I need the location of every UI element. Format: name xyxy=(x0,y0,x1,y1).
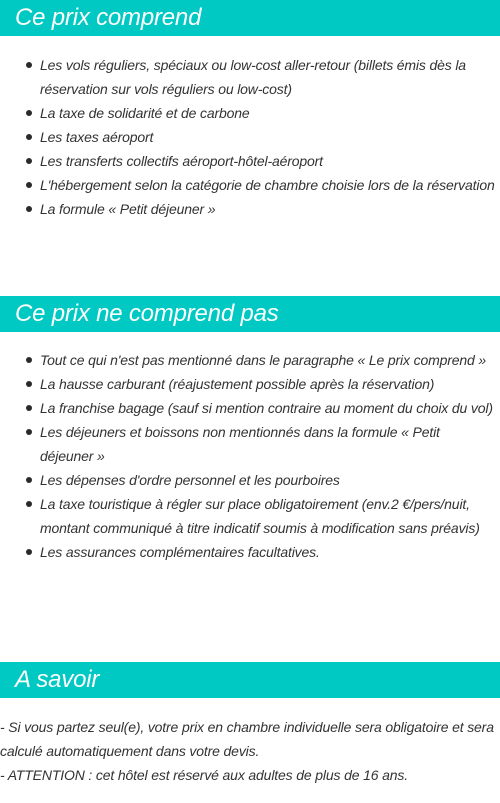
list-item-text: Les assurances complémentaires facultatives. xyxy=(40,544,320,560)
list-item xyxy=(0,372,500,396)
section-title-not-included: Ce prix ne comprend pas xyxy=(0,296,500,332)
list-item-text: La hausse carburant (réajustement possible après la réservation) xyxy=(40,376,435,392)
list-item-text: La franchise bagage (sauf si mention contraire au moment du choix du vol) xyxy=(40,400,493,416)
savoir-paragraph: - ATTENTION : cet hôtel est réservé aux adultes de plus de 16 ans. xyxy=(0,767,408,783)
bullet-icon xyxy=(26,158,32,164)
not-included-list xyxy=(0,348,500,564)
bullet-icon xyxy=(26,62,32,68)
section-title-savoir: A savoir xyxy=(0,662,500,698)
list-item-text: La taxe de solidarité et de carbone xyxy=(40,105,250,121)
section-title-included: Ce prix comprend xyxy=(0,0,500,36)
bullet-icon xyxy=(26,405,32,411)
included-list xyxy=(0,53,500,221)
list-item-text: Les taxes aéroport xyxy=(40,129,154,145)
bullet-icon xyxy=(26,357,32,363)
list-item xyxy=(0,149,500,173)
list-item xyxy=(0,420,500,468)
list-item-text: Les transferts collectifs aéroport-hôtel-aéroport xyxy=(40,153,323,169)
list-item-text: Les vols réguliers, spéciaux ou low-cost aller-retour (billets émis dès la réservation sur vols réguliers ou low-cost) xyxy=(40,57,466,97)
bullet-icon xyxy=(26,381,32,387)
list-item xyxy=(0,468,500,492)
list-item xyxy=(0,197,500,221)
list-item xyxy=(0,540,500,564)
list-item-text: Les déjeuners et boissons non mentionnés dans la formule « Petit déjeuner » xyxy=(40,424,440,464)
list-item xyxy=(0,492,500,540)
list-item xyxy=(0,125,500,149)
list-item xyxy=(0,396,500,420)
list-item xyxy=(0,53,500,101)
savoir-paragraph: - Si vous partez seul(e), votre prix en chambre individuelle sera obligatoire et sera calculé automatiquement dans votre devis. xyxy=(0,719,494,759)
list-item-text: L'hébergement selon la catégorie de chambre choisie lors de la réservation xyxy=(40,177,495,193)
bullet-icon xyxy=(26,477,32,483)
list-item-text: La taxe touristique à régler sur place obligatoirement (env.2 €/pers/nuit, montant communiqué à titre indicatif soumis à modification sans préavis) xyxy=(40,496,480,536)
bullet-icon xyxy=(26,501,32,507)
savoir-content xyxy=(0,715,498,787)
bullet-icon xyxy=(26,134,32,140)
bullet-icon xyxy=(26,110,32,116)
bullet-icon xyxy=(26,206,32,212)
list-item xyxy=(0,348,500,372)
list-item-text: Les dépenses d'ordre personnel et les pourboires xyxy=(40,472,340,488)
list-item-text: Tout ce qui n'est pas mentionné dans le paragraphe « Le prix comprend » xyxy=(40,352,487,368)
list-item xyxy=(0,101,500,125)
bullet-icon xyxy=(26,182,32,188)
list-item xyxy=(0,173,500,197)
bullet-icon xyxy=(26,429,32,435)
bullet-icon xyxy=(26,549,32,555)
list-item-text: La formule « Petit déjeuner » xyxy=(40,201,216,217)
